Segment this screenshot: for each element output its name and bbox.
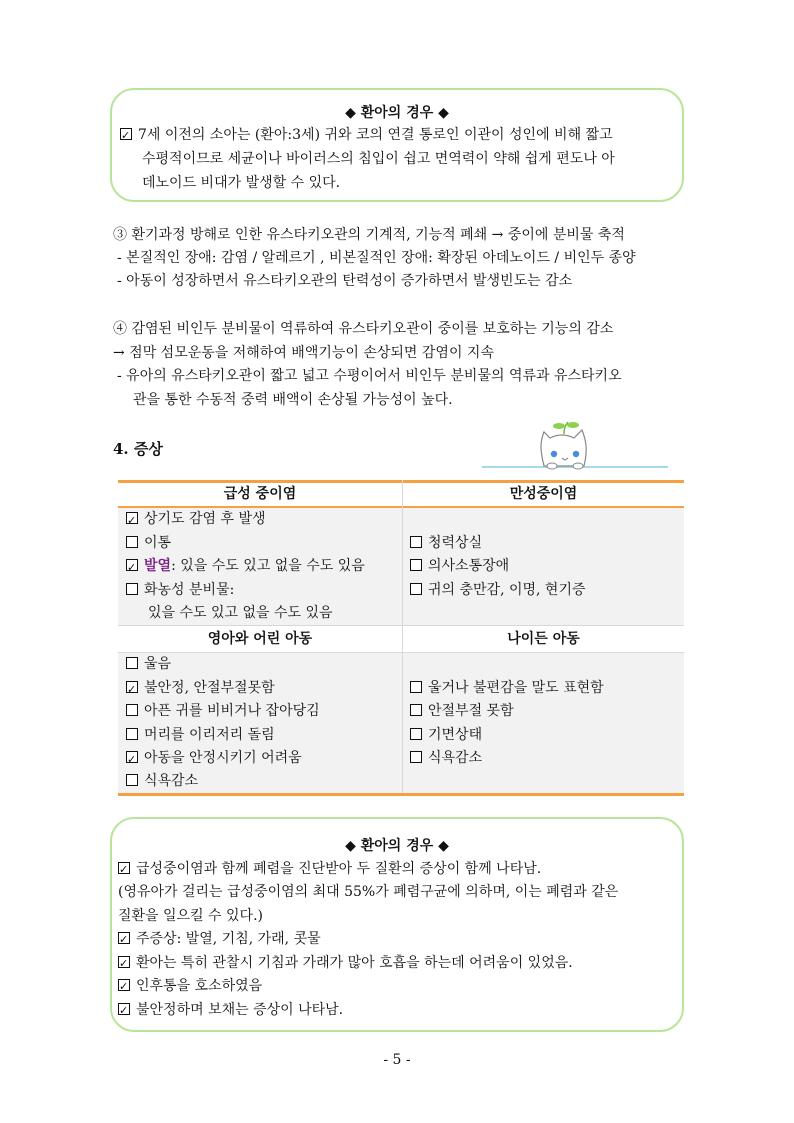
checkbox-icon xyxy=(410,681,422,693)
subheader-older: 나이든 아동 xyxy=(507,631,580,647)
checkbox-icon xyxy=(410,536,422,548)
checkbox-checked-icon xyxy=(118,862,130,874)
para-4-line-1: ④ 감염된 비인두 분비물이 역류하여 유스타키오관이 중이를 보호하는 기능의 감소 xyxy=(113,321,614,337)
checkbox-icon xyxy=(410,559,422,571)
checkbox-checked-icon xyxy=(126,559,138,571)
older-item: 울거나 불편감을 말도 표현함 xyxy=(410,677,604,701)
cat-mascot-icon xyxy=(482,420,668,472)
infant-item: 머리를 이리저리 돌림 xyxy=(126,724,275,748)
box-2-item: ✓인후통을 호소하였음 xyxy=(118,975,262,997)
para-4-line-3: - 유아의 유스타키오관이 짧고 넓고 수평이어서 비인두 분비물의 역류과 유스타키오 xyxy=(117,368,622,384)
chronic-item: 청력상실 xyxy=(410,532,482,556)
checkbox-icon xyxy=(126,704,138,716)
acute-item: 이통 xyxy=(126,532,171,556)
box-2-item: ✓주증상: 발열, 기침, 가래, 콧물 xyxy=(118,928,321,950)
box-2-item: ✓환아는 특히 관찰시 기침과 가래가 많아 호흡을 하는데 어려움이 있었음. xyxy=(118,952,573,974)
acute-item: ✓발열: 있을 수도 있고 없을 수도 있음 xyxy=(126,555,365,579)
checkbox-icon xyxy=(126,583,138,595)
checkbox-checked-icon xyxy=(118,1003,130,1015)
fever-label: 발열 xyxy=(144,558,172,574)
infant-item: ✓불안정, 안절부절못함 xyxy=(126,677,275,701)
checkbox-checked-icon xyxy=(126,681,138,693)
checkbox-checked-icon xyxy=(118,956,130,968)
checkbox-icon xyxy=(126,657,138,669)
checkbox-checked-icon xyxy=(118,932,130,944)
chronic-item: 귀의 충만감, 이명, 현기증 xyxy=(410,579,586,603)
table-bottom-border xyxy=(118,793,684,796)
patient-case-box-2 xyxy=(110,817,684,1032)
box-2-line-1: ✓급성중이염과 함께 폐렴을 진단받아 두 질환의 증상이 함께 나타남. xyxy=(118,858,541,880)
checkbox-checked-icon xyxy=(118,979,130,991)
para-3-line-2: - 본질적인 장애: 감염 / 알레르기 , 비본질적인 장애: 확장된 아데노이드 / 비인두 종양 xyxy=(117,250,636,266)
checkbox-checked-icon xyxy=(126,512,138,524)
header-chronic: 만성중이염 xyxy=(509,486,578,502)
box-2-title: ◆ 환아의 경우 ◆ xyxy=(345,838,449,854)
para-4-line-4: 관을 통한 수동적 중력 배액이 손상될 가능성이 높다. xyxy=(133,392,453,408)
box-1-line-3: 데노이드 비대가 발생할 수 있다. xyxy=(142,175,341,191)
para-3-line-1: ③ 환기과정 방해로 인한 유스타키오관의 기계적, 기능적 폐쇄 → 중이에 분비물 축적 xyxy=(113,227,625,243)
checkbox-icon xyxy=(410,583,422,595)
para-3-line-3: - 아동이 성장하면서 유스타키오관의 탄력성이 증가하면서 발생빈도는 감소 xyxy=(117,273,573,289)
older-item: 안절부절 못함 xyxy=(410,700,514,724)
acute-item: 화농성 분비물: xyxy=(126,579,234,603)
checkbox-icon xyxy=(410,751,422,763)
box-1-line-1: ✓7세 이전의 소아는 (환아:3세) 귀와 코의 연결 통로인 이관이 성인에 비해 짧고 xyxy=(120,124,613,146)
section-title: 4. 증상 xyxy=(113,440,163,458)
checkbox-checked-icon xyxy=(120,128,132,140)
checkbox-icon xyxy=(410,704,422,716)
acute-item: ✓상기도 감염 후 발생 xyxy=(126,508,266,532)
infant-item: 식욕감소 xyxy=(126,770,198,794)
infant-item: 울음 xyxy=(126,653,171,677)
box-2-line-2: (영유아가 걸리는 급성중이염의 최대 55%가 폐렴구균에 의하며, 이는 폐렴과 같은 xyxy=(118,884,619,900)
older-item: 기면상태 xyxy=(410,724,482,748)
box-2-line-3: 질환을 일으킬 수 있다.) xyxy=(118,908,263,924)
box-1-title: ◆ 환아의 경우 ◆ xyxy=(345,105,449,121)
box-1-line-2: 수평적이므로 세균이나 바이러스의 침입이 쉽고 면역력이 약해 쉽게 편도나 아 xyxy=(142,151,615,167)
checkbox-icon xyxy=(126,536,138,548)
checkbox-checked-icon xyxy=(126,751,138,763)
box-2-item: ✓불안정하며 보채는 증상이 나타남. xyxy=(118,999,343,1021)
chronic-item: 의사소통장애 xyxy=(410,555,509,579)
infant-item: 아픈 귀를 비비거나 잡아당김 xyxy=(126,700,320,724)
patient-case-box-1 xyxy=(110,88,684,202)
page-number: - 5 - xyxy=(383,1052,411,1068)
infant-item: ✓아동을 안정시키기 어려움 xyxy=(126,747,302,771)
acute-item-continued: 있을 수도 있고 없을 수도 있음 xyxy=(148,605,333,621)
header-acute: 급성 중이염 xyxy=(223,486,297,502)
checkbox-icon xyxy=(126,774,138,786)
subheader-infant: 영아와 어린 아동 xyxy=(207,631,313,647)
checkbox-icon xyxy=(410,728,422,740)
checkbox-icon xyxy=(126,728,138,740)
older-item: 식욕감소 xyxy=(410,747,482,771)
para-4-line-2: → 점막 섬모운동을 저해하여 배액기능이 손상되면 감염이 지속 xyxy=(113,345,494,361)
